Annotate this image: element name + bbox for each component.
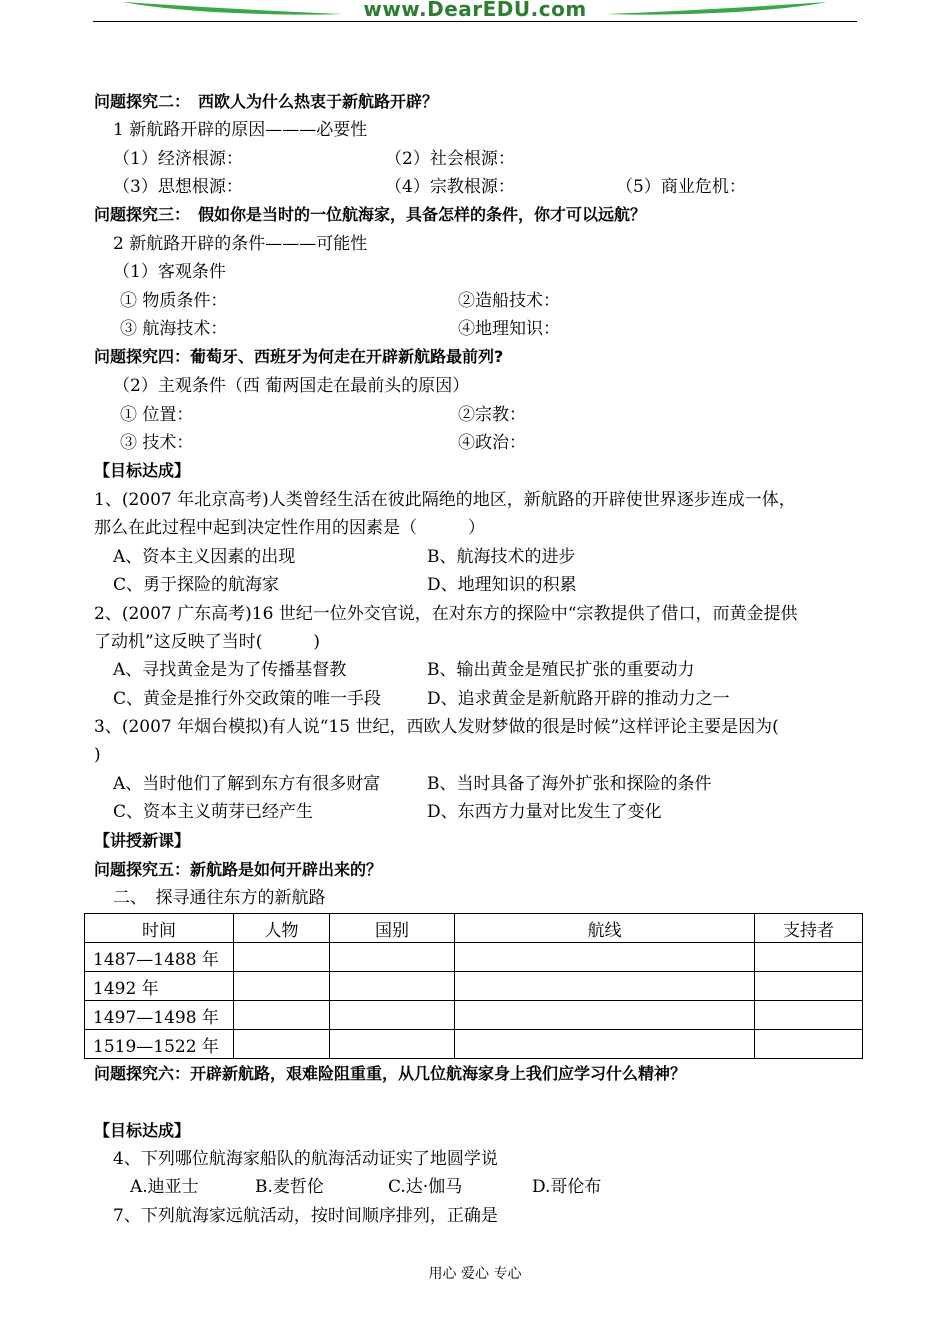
item-religion-2: ②宗教： [458,405,526,425]
item-navigation: ③ 航海技术： [120,319,228,339]
exercise-4: 4、下列哪位航海家船队的航海活动证实了地圆学说 [113,1149,498,1169]
section-1-heading: 1 新航路开辟的原因———必要性 [113,120,368,140]
exercise-3-option-d: D、东西方力量对比发生了变化 [427,802,662,822]
item-economic: （1）经济根源： [113,149,243,169]
row-time: 1519—1522 年 [85,1030,234,1059]
exercise-4-option-a: A.迪亚士 [130,1177,199,1197]
page-footer: 用心 爱心 专心 [428,1266,522,1282]
item-technology: ③ 技术： [120,433,194,453]
question-6: 问题探究六：开辟新航路，艰难险阻重重，从几位航海家身上我们应学习什么精神？ [94,1064,687,1083]
exercise-2-line-2: 了动机”这反映了当时( ) [94,632,320,652]
exercise-4-option-c: C.达·伽马 [388,1177,463,1197]
exercise-4-option-b: B.麦哲伦 [255,1177,324,1197]
item-material: ① 物质条件： [120,291,228,311]
header-time: 时间 [85,914,234,943]
exercise-7: 7、下列航海家远航活动，按时间顺序排列，正确是 [113,1206,498,1226]
item-shipbuilding: ②造船技术： [458,291,560,311]
header-supporter: 支持者 [755,914,863,943]
header-rule [93,21,857,22]
header-route: 航线 [455,914,755,943]
row-route-cell[interactable] [455,943,755,972]
row-route-cell[interactable] [455,1001,755,1030]
exercise-1-option-b: B、航海技术的进步 [427,547,576,567]
question-2: 问题探究二： 西欧人为什么热衷于新航路开辟？ [94,92,439,111]
row-supporter-cell[interactable] [755,1001,863,1030]
row-supporter-cell[interactable] [755,972,863,1001]
section-2-heading: 2 新航路开辟的条件———可能性 [113,234,368,254]
question-4: 问题探究四：葡萄牙、西班牙为何走在开辟新航路最前列? [94,347,504,366]
row-route-cell[interactable] [455,972,755,1001]
row-route-cell[interactable] [455,1030,755,1059]
exercise-3-option-c: C、资本主义萌芽已经产生 [113,802,314,822]
table-row [85,972,863,1001]
question-5: 问题探究五：新航路是如何开辟出来的？ [94,860,383,879]
row-person-cell[interactable] [234,943,330,972]
row-supporter-cell[interactable] [755,1030,863,1059]
item-commerce: （5）商业危机： [616,177,746,197]
section-2-title: 二、 探寻通往东方的新航路 [113,888,326,908]
exercise-3-option-b: B、当时具备了海外扩张和探险的条件 [427,774,712,794]
question-3: 问题探究三： 假如你是当时的一位航海家，具备怎样的条件，你才可以远航？ [94,205,647,224]
routes-table [84,913,863,1059]
objective-conditions: （1）客观条件 [113,262,226,282]
table-row [85,1030,863,1059]
row-time: 1492 年 [85,972,234,1001]
exercise-3-option-a: A、当时他们了解到东方有很多财富 [113,774,381,794]
header-person: 人物 [234,914,330,943]
goal-heading-1: 【目标达成】 [94,461,191,480]
site-url[interactable]: www.DearEDU.com [363,0,587,21]
table-row [85,943,863,972]
item-politics: ④政治： [458,433,526,453]
exercise-4-option-d: D.哥伦布 [532,1177,602,1197]
item-geography: ④地理知识： [458,319,560,339]
exercise-2-option-d: D、追求黄金是新航路开辟的推动力之一 [427,689,730,709]
exercise-2-line-1: 2、(2007 广东高考)16 世纪一位外交官说，在对东方的探险中“宗教提供了借口，而黄金提供 [94,604,798,624]
row-country-cell[interactable] [330,1001,455,1030]
item-social: （2）社会根源： [385,149,515,169]
row-person-cell[interactable] [234,1030,330,1059]
exercise-1-line-1: 1、(2007 年北京高考)人类曾经生活在彼此隔绝的地区，新航路的开辟使世界逐步连成一体， [94,490,796,510]
row-time: 1487—1488 年 [85,943,234,972]
exercise-1-option-d: D、地理知识的积累 [427,575,577,595]
row-country-cell[interactable] [330,1030,455,1059]
header-country: 国别 [330,914,455,943]
exercise-3-line-2: ) [94,745,101,765]
exercise-3-line-1: 3、(2007 年烟台模拟)有人说“15 世纪，西欧人发财梦做的很是时候”这样评论主要是因为( [94,717,779,737]
table-header-row [85,914,863,943]
site-banner [93,0,857,22]
exercise-1-option-c: C、勇于探险的航海家 [113,575,280,595]
item-thought: （3）思想根源： [113,177,243,197]
goal-heading-2: 【目标达成】 [94,1121,191,1140]
row-country-cell[interactable] [330,943,455,972]
exercise-2-option-c: C、黄金是推行外交政策的唯一手段 [113,689,382,709]
table-row [85,1001,863,1030]
item-location: ① 位置： [120,405,194,425]
row-country-cell[interactable] [330,972,455,1001]
lecture-heading: 【讲授新课】 [94,831,191,850]
exercise-2-option-b: B、输出黄金是殖民扩张的重要动力 [427,660,695,680]
exercise-2-option-a: A、寻找黄金是为了传播基督教 [113,660,347,680]
exercise-1-option-a: A、资本主义因素的出现 [113,547,296,567]
row-time: 1497—1498 年 [85,1001,234,1030]
row-person-cell[interactable] [234,1001,330,1030]
row-person-cell[interactable] [234,972,330,1001]
row-supporter-cell[interactable] [755,943,863,972]
exercise-1-line-2: 那么在此过程中起到决定性作用的因素是（ ） [94,518,485,538]
subjective-conditions: （2）主观条件（西 葡两国走在最前头的原因） [113,376,470,396]
item-religion: （4）宗教根源： [385,177,515,197]
